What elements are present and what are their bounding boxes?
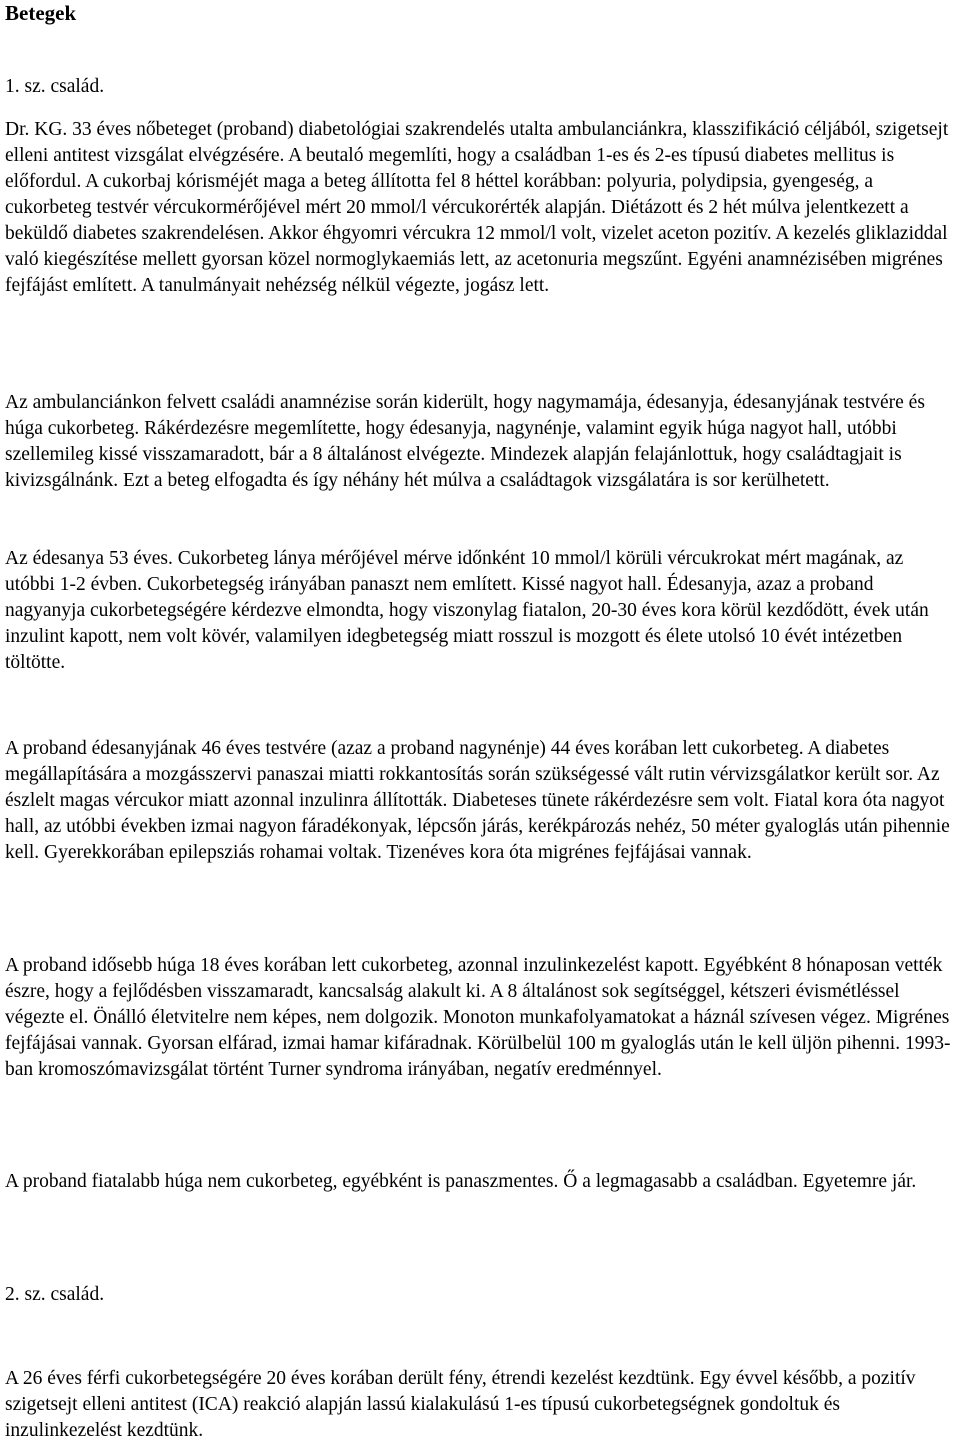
family-1-paragraph-4: A proband édesanyjának 46 éves testvére (azaz a proband nagynénje) 44 éves korában lett cukorbeteg. A diabetes megállapítására a mozgásszervi panaszai miatti rokkantosítás során szükségessé vált rutin vérvizsgálatkor került sor. Az észlelt magas vércukor miatt azonnal inzulinra állították. Diabeteses tünete rákérdezésre sem volt. Fiatal kora óta nagyot hall, az utóbbi években izmai nagyon fáradékonyak, lépcsőn járás, kerékpározás nehéz, 50 méter gyaloglás után pihennie kell. Gyerekkorában epilepsziás rohamai voltak. Tizenéves kora óta migrénes fejfájásai vannak. [5,738,950,863]
family-2-heading: 2. sz. család. [5,1284,105,1305]
family-1-heading: 1. sz. család. [5,76,105,97]
family-2-paragraph-1: A 26 éves férfi cukorbetegségére 20 éves korában derült fény, étrendi kezelést kezdtünk. Egy évvel később, a pozitív szigetsejt elleni antitest (ICA) reakció alapján lassú kialakulású 1-es típusú cukorbetegségnek gondoltuk és inzulinkezelést kezdtünk. [5,1368,916,1441]
family-1-paragraph-5: A proband idősebb húga 18 éves korában lett cukorbeteg, azonnal inzulinkezelést kapott. Egyébként 8 hónaposan vették észre, hogy a fejlődésben visszamaradt, kancsalság alakult ki. A 8 általánost sok segítséggel, kétszeri évismétléssel végezte el. Önálló életvitelre nem képes, nem dolgozik. Monoton munkafolyamatokat a háznál szívesen végez. Migrénes fejfájásai vannak. Gyorsan elfárad, izmai hamar kifáradnak. Körülbelül 100 m gyaloglás után le kell üljön pihenni. 1993-ban kromoszómavizsgálat történt Turner syndroma irányában, negatív eredménnyel. [5,955,951,1080]
family-1-paragraph-3: Az édesanya 53 éves. Cukorbeteg lánya mérőjével mérve időnként 10 mmol/l körüli vércukrokat mért magának, az utóbbi 1-2 évben. Cukorbetegség irányában panaszt nem említett. Kissé nagyot hall. Édesanyja, azaz a proband nagyanyja cukorbetegségére kérdezve elmondta, hogy viszonylag fiatalon, 20-30 éves kora körül kezdődött, évek után inzulint kapott, nem volt kövér, valamilyen idegbetegség miatt rosszul is mozgott és élete utolsó 10 évét intézetben töltötte. [5,548,929,673]
family-1-paragraph-6: A proband fiatalabb húga nem cukorbeteg, egyébként is panaszmentes. Ő a legmagasabb a családban. Egyetemre jár. [5,1171,917,1192]
family-1-paragraph-1: Dr. KG. 33 éves nőbeteget (proband) diabetológiai szakrendelés utalta ambulanciánkra, klasszifikáció céljából, szigetsejt elleni antitest vizsgálat elvégzésére. A beutaló megemlíti, hogy a családban 1-es és 2-es típusú diabetes mellitus is előfordul. A cukorbaj kórisméjét maga a beteg állította fel 8 héttel korábban: polyuria, polydipsia, gyengeség, a cukorbeteg testvér vércukormérőjével mért 20 mmol/l vércukorérték alapján. Diétázott és 2 hét múlva jelentkezett a beküldő diabetes szakrendelésen. Akkor éhgyomri vércukra 12 mmol/l volt, vizelet aceton pozitív. A kezelés gliklaziddal való kiegészítése mellett gyorsan közel normoglykaemiás lett, az acetonuria megszűnt. Egyéni anamnézisében migrénes fejfájást említett. A tanulmányait nehézség nélkül végezte, jogász lett. [5,119,949,296]
document-title: Betegek [5,1,77,25]
family-1-paragraph-2: Az ambulanciánkon felvett családi anamnézise során kiderült, hogy nagymamája, édesanyja, édesanyjának testvére és húga cukorbeteg. Rákérdezésre megemlítette, hogy édesanyja, nagynénje, valamint egyik húga nagyot hall, utóbbi szellemileg kissé visszamaradott, bár a 8 általánost elvégezte. Mindezek alapján felajánlottuk, hogy családtagjait is kivizsgálnánk. Ezt a beteg elfogadta és így néhány hét múlva a családtagok vizsgálatára is sor kerülhetett. [5,392,925,491]
